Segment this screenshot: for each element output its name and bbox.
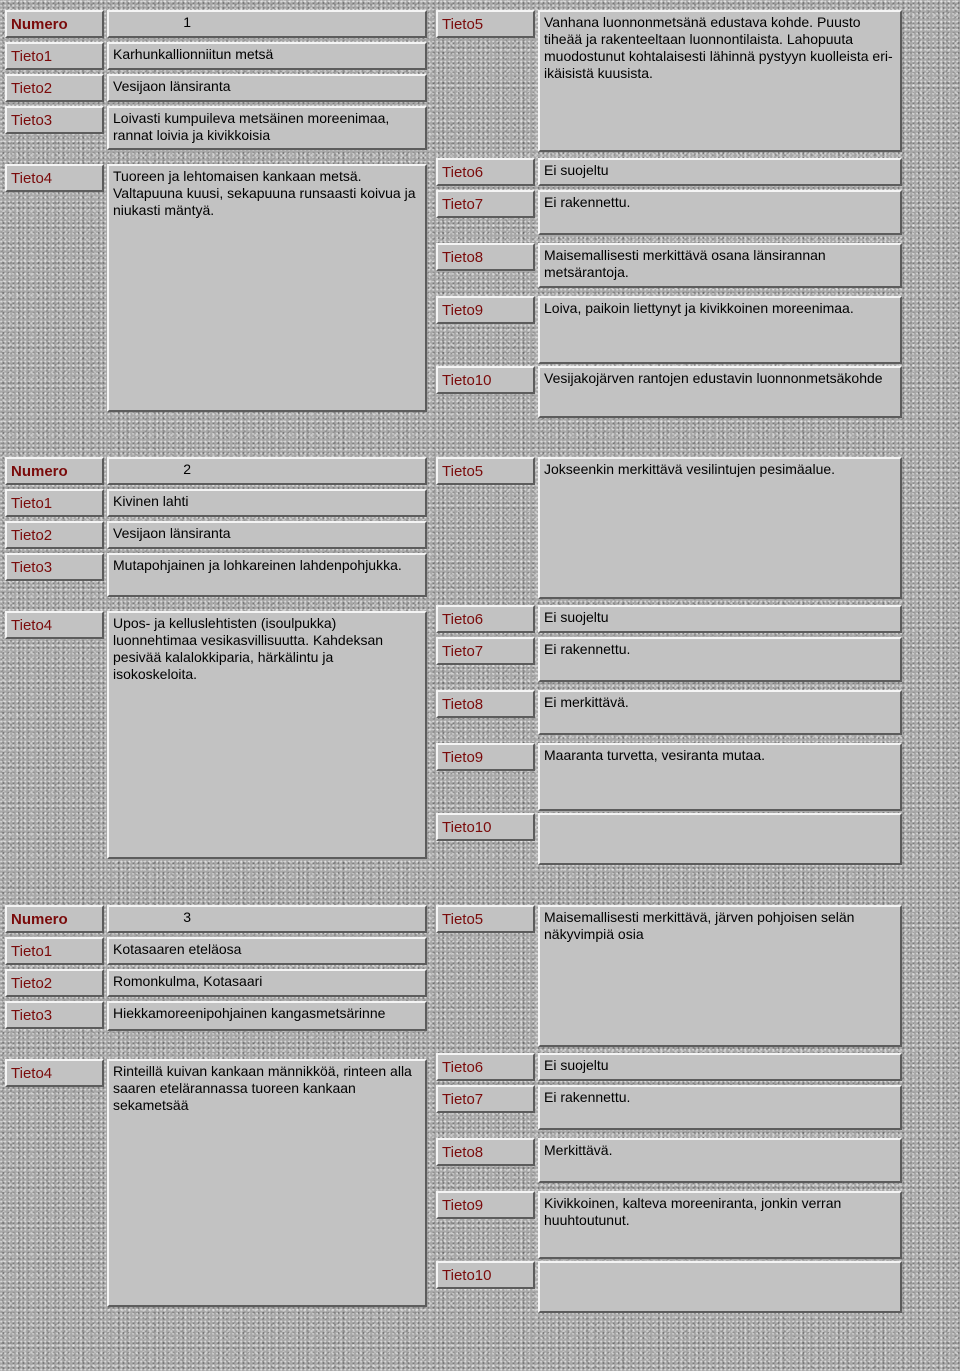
tieto3-label: Tieto3 xyxy=(5,553,104,581)
tieto2-value: Vesijaon länsiranta xyxy=(107,74,427,102)
tieto4-value: Tuoreen ja lehtomaisen kankaan metsä. Valtapuuna kuusi, sekapuuna runsaasti koivua ja niukasti mäntyä. xyxy=(107,164,427,412)
tieto9-value: Maaranta turvetta, vesiranta mutaa. xyxy=(538,743,902,811)
tieto9-label: Tieto9 xyxy=(436,743,535,771)
tieto10-value: Vesijakojärven rantojen edustavin luonnonmetsäkohde xyxy=(538,366,902,418)
tieto8-value: Maisemallisesti merkittävä osana länsirannan metsärantoja. xyxy=(538,243,902,288)
tieto6-value: Ei suojeltu xyxy=(538,158,902,186)
tieto5-value: Vanhana luonnonmetsänä edustava kohde. Puusto tiheää ja rakenteeltaan luonnontilaista. Lahopuuta muodostunut kohtalaisesti lähinnä pystyyn kuolleista eri-ikäisistä kuusista. xyxy=(538,10,902,152)
tieto2-label: Tieto2 xyxy=(5,521,104,549)
tieto7-value: Ei rakennettu. xyxy=(538,190,902,235)
tieto7-label: Tieto7 xyxy=(436,190,535,218)
record-3 xyxy=(0,905,960,1352)
tieto6-label: Tieto6 xyxy=(436,605,535,633)
tieto4-value: Upos- ja kelluslehtisten (isoulpukka) luonnehtimaa vesikasvillisuutta. Kahdeksan pesivää kalalokkiparia, härkälintu ja isokoskeloita. xyxy=(107,611,427,859)
tieto8-value: Merkittävä. xyxy=(538,1138,902,1183)
tieto3-label: Tieto3 xyxy=(5,106,104,134)
tieto5-value: Jokseenkin merkittävä vesilintujen pesimäalue. xyxy=(538,457,902,599)
tieto5-label: Tieto5 xyxy=(436,457,535,485)
tieto7-label: Tieto7 xyxy=(436,637,535,665)
tieto9-label: Tieto9 xyxy=(436,1191,535,1219)
numero-value: 3 xyxy=(107,905,427,933)
tieto1-value: Kotasaaren eteläosa xyxy=(107,937,427,965)
record-2 xyxy=(0,457,960,904)
tieto8-label: Tieto8 xyxy=(436,690,535,718)
tieto8-label: Tieto8 xyxy=(436,243,535,271)
tieto1-label: Tieto1 xyxy=(5,937,104,965)
tieto7-label: Tieto7 xyxy=(436,1085,535,1113)
tieto5-label: Tieto5 xyxy=(436,905,535,933)
numero-label: Numero xyxy=(5,457,104,485)
tieto7-value: Ei rakennettu. xyxy=(538,1085,902,1130)
tieto2-value: Vesijaon länsiranta xyxy=(107,521,427,549)
tieto10-label: Tieto10 xyxy=(436,1261,535,1289)
tieto7-value: Ei rakennettu. xyxy=(538,637,902,682)
tieto3-value: Loivasti kumpuileva metsäinen moreenimaa, rannat loivia ja kivikkoisia xyxy=(107,106,427,150)
tieto2-value: Romonkulma, Kotasaari xyxy=(107,969,427,997)
tieto1-value: Karhunkallionniitun metsä xyxy=(107,42,427,70)
tieto6-label: Tieto6 xyxy=(436,1053,535,1081)
tieto5-label: Tieto5 xyxy=(436,10,535,38)
tieto4-label: Tieto4 xyxy=(5,164,104,192)
numero-label: Numero xyxy=(5,905,104,933)
tieto2-label: Tieto2 xyxy=(5,74,104,102)
tieto5-value: Maisemallisesti merkittävä, järven pohjoisen selän näkyvimpiä osia xyxy=(538,905,902,1047)
tieto6-value: Ei suojeltu xyxy=(538,605,902,633)
tieto1-label: Tieto1 xyxy=(5,42,104,70)
tieto9-label: Tieto9 xyxy=(436,296,535,324)
tieto8-value: Ei merkittävä. xyxy=(538,690,902,735)
record-1 xyxy=(0,10,960,457)
tieto3-value: Mutapohjainen ja lohkareinen lahdenpohjukka. xyxy=(107,553,427,597)
numero-value: 2 xyxy=(107,457,427,485)
tieto2-label: Tieto2 xyxy=(5,969,104,997)
tieto9-value: Loiva, paikoin liettynyt ja kivikkoinen moreenimaa. xyxy=(538,296,902,364)
tieto9-value: Kivikkoinen, kalteva moreeniranta, jonkin verran huuhtoutunut. xyxy=(538,1191,902,1259)
tieto10-label: Tieto10 xyxy=(436,366,535,394)
tieto6-label: Tieto6 xyxy=(436,158,535,186)
tieto3-value: Hiekkamoreenipohjainen kangasmetsärinne xyxy=(107,1001,427,1031)
numero-label: Numero xyxy=(5,10,104,38)
numero-value: 1 xyxy=(107,10,427,38)
tieto10-label: Tieto10 xyxy=(436,813,535,841)
tieto4-value: Rinteillä kuivan kankaan männikköä, rinteen alla saaren etelärannassa tuoreen kankaan sekametsää xyxy=(107,1059,427,1307)
tieto10-value xyxy=(538,813,902,865)
tieto3-label: Tieto3 xyxy=(5,1001,104,1029)
tieto4-label: Tieto4 xyxy=(5,611,104,639)
tieto1-label: Tieto1 xyxy=(5,489,104,517)
tieto10-value xyxy=(538,1261,902,1313)
tieto4-label: Tieto4 xyxy=(5,1059,104,1087)
tieto8-label: Tieto8 xyxy=(436,1138,535,1166)
tieto6-value: Ei suojeltu xyxy=(538,1053,902,1081)
tieto1-value: Kivinen lahti xyxy=(107,489,427,517)
